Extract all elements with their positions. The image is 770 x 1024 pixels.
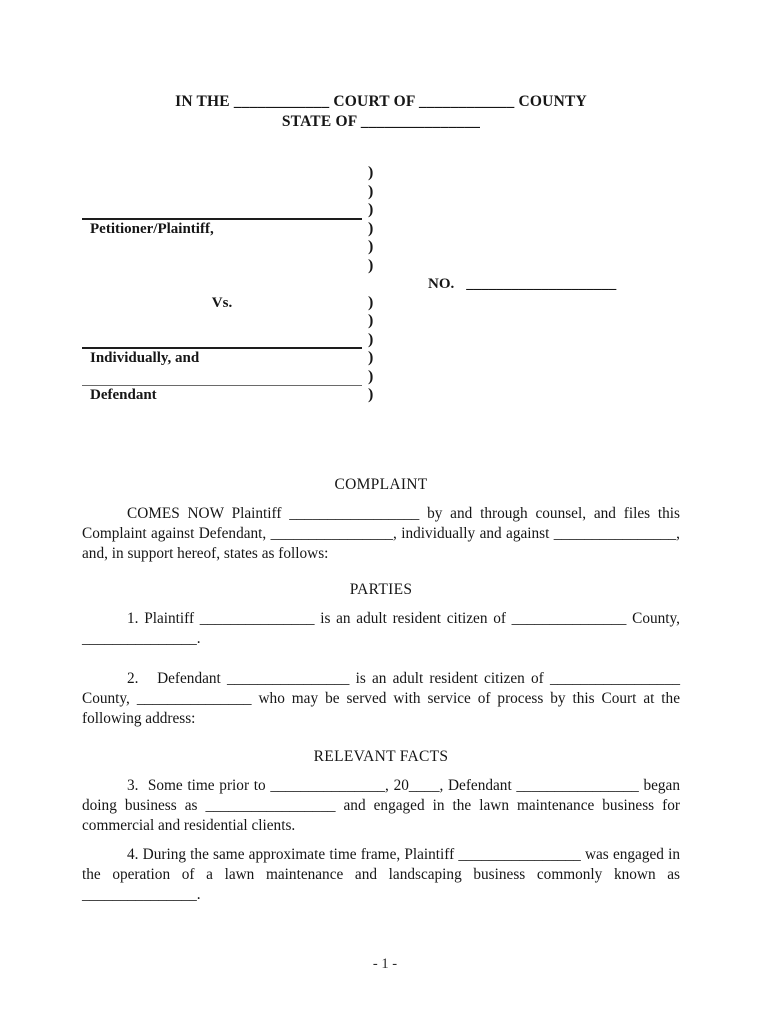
caption-paren: ) bbox=[368, 386, 374, 403]
petitioner-label: Petitioner/Plaintiff, bbox=[90, 220, 214, 237]
paragraph-2-defendant: 2. Defendant ________________ is an adult resident citizen of _________________ County, _______________ who may be served with service of process by this Court at the following address: bbox=[82, 669, 680, 727]
caption-row bbox=[82, 183, 680, 202]
caption-row bbox=[82, 257, 680, 276]
caption-paren: ) bbox=[368, 256, 374, 274]
document-content bbox=[82, 0, 680, 905]
caption-blank-cell bbox=[384, 331, 680, 350]
caption-blank-cell bbox=[82, 312, 362, 331]
case-caption bbox=[82, 164, 680, 405]
caption-row bbox=[82, 164, 680, 183]
heading-complaint: COMPLAINT bbox=[334, 475, 428, 493]
caption-blank-cell bbox=[82, 183, 362, 202]
caption-row bbox=[82, 312, 680, 331]
paragraph-comes-now: COMES NOW Plaintiff _________________ by and through counsel, and files this Complaint against Defendant, ________________, individually and against ________________, and, in support hereof, states as follows: bbox=[82, 504, 680, 562]
caption-blank-cell bbox=[384, 257, 680, 276]
heading-parties: PARTIES bbox=[349, 580, 413, 598]
defendant-label: Defendant bbox=[90, 387, 157, 403]
caption-row bbox=[82, 294, 680, 313]
caption-row bbox=[82, 368, 680, 387]
caption-row-case-number bbox=[82, 275, 680, 294]
caption-blank-cell bbox=[82, 275, 362, 294]
caption-row bbox=[82, 201, 680, 220]
petitioner-name-line bbox=[82, 201, 362, 220]
caption-blank-cell bbox=[82, 257, 362, 276]
court-header bbox=[82, 92, 680, 132]
case-number-blank: ____________________ bbox=[466, 276, 617, 292]
caption-paren: ) bbox=[368, 312, 374, 329]
defendant-name-line bbox=[82, 331, 362, 350]
caption-blank-cell bbox=[82, 238, 362, 257]
caption-paren: ) bbox=[368, 330, 374, 348]
caption-blank-cell bbox=[384, 368, 680, 387]
vs-label: Vs. bbox=[211, 294, 233, 311]
caption-paren: ) bbox=[368, 219, 374, 237]
caption-row bbox=[82, 349, 680, 368]
caption-paren: ) bbox=[368, 349, 374, 366]
case-number-label: NO. bbox=[428, 276, 455, 292]
court-header-line2: STATE OF _______________ bbox=[281, 113, 481, 130]
caption-paren: ) bbox=[368, 293, 374, 311]
paragraph-1-plaintiff: 1. Plaintiff _______________ is an adult resident citizen of _______________ County, _______________. bbox=[82, 609, 680, 647]
page-number: - 1 - bbox=[372, 956, 398, 972]
individually-label: Individually, and bbox=[90, 350, 200, 366]
caption-blank-cell bbox=[384, 164, 680, 183]
paragraph-3-prior-business: 3. Some time prior to _______________, 20____, Defendant ________________ began doing business as _________________ and engaged in the lawn maintenance business for commercial and residential clients. bbox=[82, 776, 680, 834]
caption-blank-cell bbox=[384, 349, 680, 368]
caption-blank-cell bbox=[384, 238, 680, 257]
caption-row bbox=[82, 386, 680, 405]
caption-blank-cell bbox=[82, 164, 362, 183]
caption-paren: ) bbox=[368, 238, 374, 255]
court-header-line1: IN THE ____________ COURT OF ____________ COUNTY bbox=[175, 93, 587, 110]
paragraph-4-plaintiff-business: 4. During the same approximate time frame, Plaintiff ________________ was engaged in the operation of a lawn maintenance and landscaping business commonly known as _______________. bbox=[82, 845, 680, 903]
caption-blank-cell bbox=[384, 201, 680, 220]
caption-blank-cell bbox=[384, 294, 680, 313]
caption-row bbox=[82, 331, 680, 350]
caption-row bbox=[82, 220, 680, 239]
caption-paren: ) bbox=[368, 164, 374, 181]
caption-paren-empty bbox=[362, 275, 384, 294]
caption-blank-cell bbox=[384, 183, 680, 202]
heading-relevant-facts: RELEVANT FACTS bbox=[313, 747, 449, 765]
caption-blank-cell bbox=[384, 386, 680, 405]
caption-paren: ) bbox=[368, 367, 374, 385]
caption-row bbox=[82, 238, 680, 257]
caption-blank-cell bbox=[384, 220, 680, 239]
caption-blank-cell bbox=[384, 312, 680, 331]
case-number-cell bbox=[384, 275, 680, 294]
caption-paren: ) bbox=[368, 182, 374, 200]
caption-paren: ) bbox=[368, 201, 374, 218]
second-defendant-name-line bbox=[82, 368, 362, 387]
